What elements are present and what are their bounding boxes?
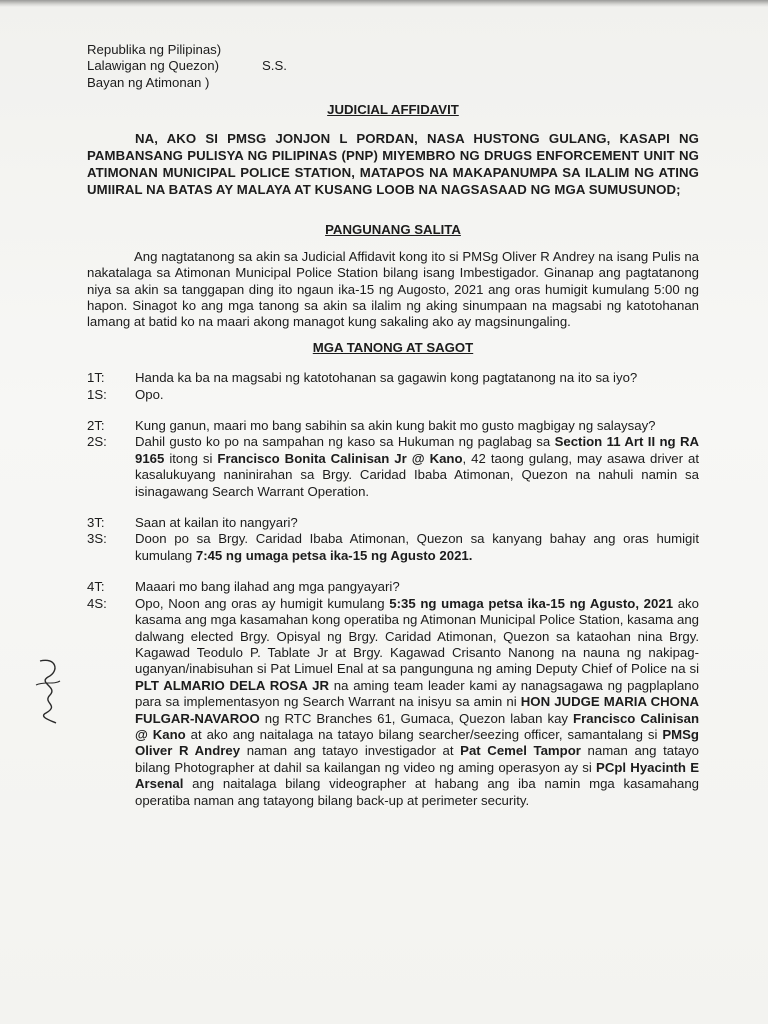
pangunang-paragraph: Ang nagtatanong sa akin sa Judicial Affidavit kong ito si PMSg Oliver R Andrey na isang Pulis na nakatalaga sa Atimonan Municipal Police Station bilang isang Imbestigador. Ginanap ang pagtatanong niya sa akin sa tanggapan ding ito ngaun ika-15 ng Augosto, 2021 ang oras humigit kumulang 5:00 ng hapon. Sinagot ko ang mga tanong sa akin sa ilalim ng aking sinumpaan na magsabi ng katotohanan lamang at batid ko na maari akong managot kung sakaling ako ay magsinungaling. <box>87 248 699 330</box>
intro-paragraph: NA, AKO SI PMSG JONJON L PORDAN, NASA HUSTONG GULANG, KASAPI NG PAMBANSANG PULISYA NG PILIPINAS (PNP) MIYEMBRO NG DRUGS ENFORCEMENT UNIT NG ATIMONAN MUNICIPAL POLICE STATION, MATAPOS NA MAKAPANUMPA SA ILALIM NG ATING UMIIRAL NA BATAS AY MALAYA AT KUSANG LOOB NA NAGSASAAD NG MGA SUMUSUNOD; <box>87 130 699 198</box>
a3-text: Doon po sa Brgy. Caridad Ibaba Atimonan, Quezon sa kanyang bahay ang oras humigit kumulang 7:45 ng umaga petsa ika-15 ng Agusto 2021. <box>135 531 699 563</box>
q2-text: Kung ganun, maari mo bang sabihin sa akin kung bakit mo gusto magbigay ng salaysay? <box>135 418 656 434</box>
q4-label: 4T: <box>87 579 105 595</box>
question-3 <box>87 515 699 531</box>
q4-text: Maaari mo bang ilahad ang mga pangyayari? <box>135 579 400 595</box>
a2-label: 2S: <box>87 434 107 450</box>
header-line-2: Lalawigan ng Quezon) <box>87 58 219 74</box>
document-title: JUDICIAL AFFIDAVIT <box>327 102 459 118</box>
question-2 <box>87 418 699 434</box>
q2-label: 2T: <box>87 418 105 434</box>
section-tanong-sagot: MGA TANONG AT SAGOT <box>312 339 474 355</box>
a2-text: Dahil gusto ko po na sampahan ng kaso sa Hukuman ng paglabag sa Section 11 Art II ng RA 9165 itong si Francisco Bonita Calinisan Jr @ Kano, 42 taong gulang, may asawa driver at kasalukuyang naninirahan sa Brgy. Caridad Ibaba Atimonan, Quezon na nahuli namin sa isinagawang Search Warrant Operation. <box>135 434 699 499</box>
jurisdiction-header <box>87 42 699 91</box>
question-1 <box>87 370 699 386</box>
a1-label: 1S: <box>87 386 107 402</box>
q1-text: Handa ka ba na magsabi ng katotohanan sa gagawin kong pagtatanong na ito sa iyo? <box>135 370 638 386</box>
answer-2 <box>87 434 699 500</box>
a3-label: 3S: <box>87 531 107 547</box>
a4-label: 4S: <box>87 595 107 611</box>
question-4 <box>87 579 699 595</box>
answer-3 <box>87 531 699 564</box>
q3-text: Saan at kailan ito nangyari? <box>135 515 298 531</box>
ss-mark: S.S. <box>262 58 287 74</box>
affidavit-body <box>87 42 699 809</box>
a4-text: Opo, Noon ang oras ay humigit kumulang 5:35 ng umaga petsa ika-15 ng Agusto, 2021 ako kasama ang mga kasamahan kong operatiba ng Atimonan Municipal Police Station, kasama ang dalwang elected Brgy. Opisyal ng Brgy. Caridad Atimonan, Quezon sa kataohan nina Brgy. Kagawad Teodulo P. Tablate Jr at Brgy. Kagawad Crisanto Nanong na nauna ng nakipag-uganyan/inabisuhan si Pat Limuel Enal at sa pangunguna ng aming Deputy Chief of Police na si PLT ALMARIO DELA ROSA JR na aming team leader kami ay nanagsagawa ng pagplaplano para sa implementasyon ng Search Warrant na inisyu sa amin ni HON JUDGE MARIA CHONA FULGAR-NAVAROO ng RTC Branches 61, Gumaca, Quezon laban kay Francisco Calinisan @ Kano at ako ang naitalaga na tatayo bilang searcher/seezing officer, samantalang si PMSg Oliver R Andrey naman ang tatayo investigador at Pat Cemel Tampor naman ang tatayo bilang Photographer at dahil sa kailangan ng video ng aming operasyon ay si PCpl Hyacinth E Arsenal ang naitalaga bilang videographer at habang ang iba namin mga kasamahang operatiba naman ang tatayong bilang back-up at perimeter security. <box>135 595 700 808</box>
a1-text: Opo. <box>135 386 164 402</box>
section-pangunang-salita: PANGUNANG SALITA <box>325 222 461 238</box>
header-line-1: Republika ng Pilipinas) <box>87 42 222 57</box>
q3-label: 3T: <box>87 515 105 531</box>
answer-4 <box>87 596 699 809</box>
signature-mark <box>30 655 66 727</box>
header-line-3: Bayan ng Atimonan ) <box>87 74 210 90</box>
scan-edge <box>0 0 768 7</box>
answer-1 <box>87 387 699 403</box>
q1-label: 1T: <box>87 370 105 386</box>
